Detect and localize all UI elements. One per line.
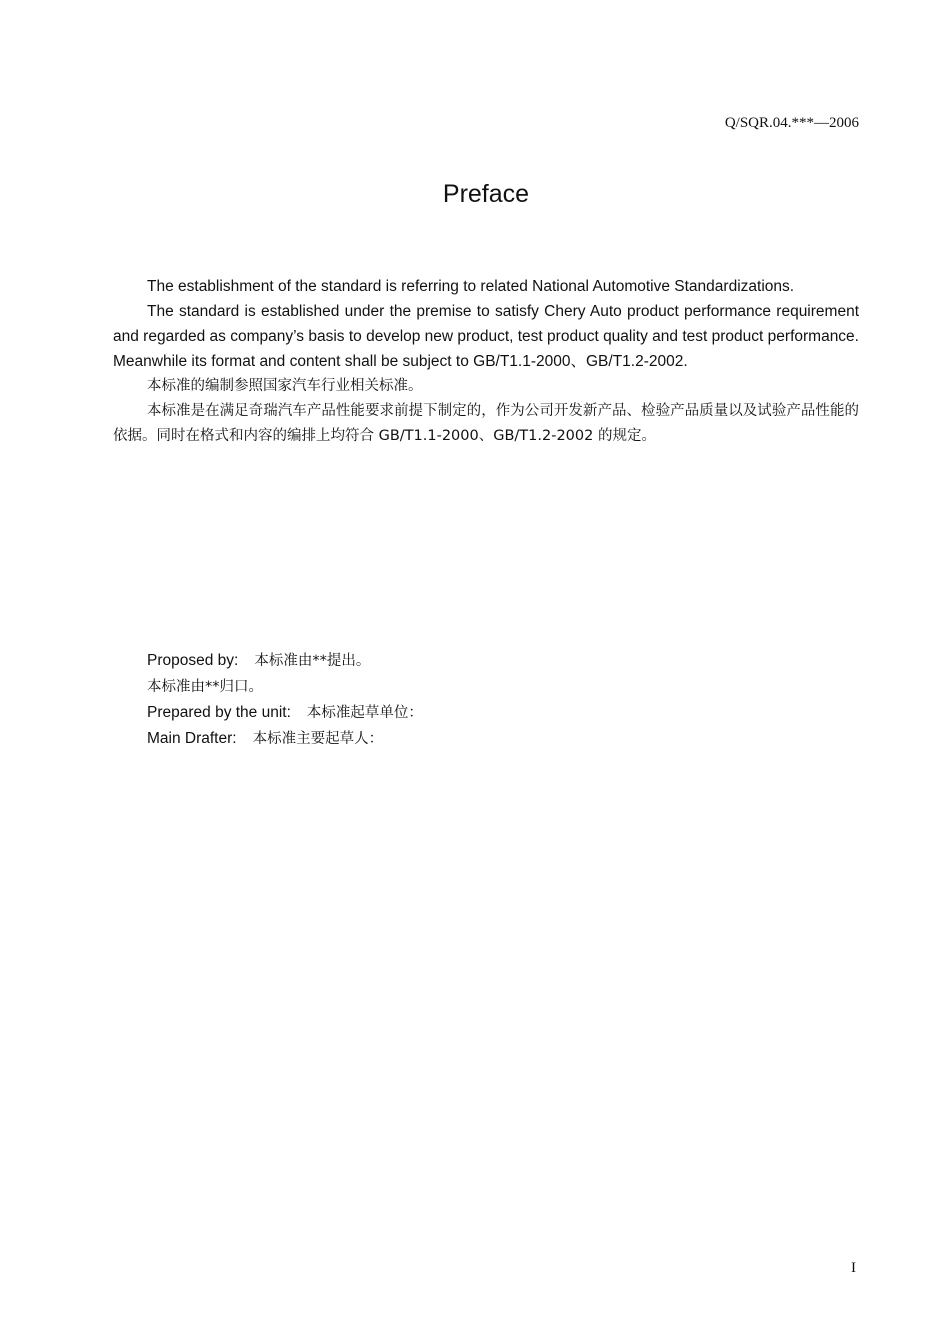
main-drafter-line [147, 726, 847, 752]
paragraph-zh-reference: 本标准的编制参照国家汽车行业相关标准。 [147, 378, 423, 394]
prepared-by-value: 本标准起草单位： [306, 705, 423, 721]
proposed-by-value: 本标准由**提出。 [254, 653, 371, 669]
centralized-value: 本标准由**归口。 [147, 679, 263, 695]
centralized-line [147, 674, 847, 700]
document-code: Q/SQR.04.***—2006 [724, 115, 859, 131]
proposed-by-label: Proposed by: [147, 652, 239, 669]
page-title: Preface [442, 180, 530, 208]
preface-body [113, 274, 859, 449]
main-drafter-value: 本标准主要起草人： [252, 731, 384, 747]
credits-block [147, 648, 847, 752]
prepared-by-label: Prepared by the unit: [147, 704, 291, 721]
proposed-by-line [147, 648, 847, 674]
page-number: I [851, 1260, 856, 1276]
paragraph-en-reference: The establishment of the standard is referring to related National Automotive Standardizations. [147, 278, 795, 295]
paragraph-zh-premise: 本标准是在满足奇瑞汽车产品性能要求前提下制定的，作为公司开发新产品、检验产品质量以及试验产品性能的依据。同时在格式和内容的编排上均符合 GB/T1.1-2000、GB/T1.2-2002 的规定。 [113, 403, 859, 444]
paragraph-en-premise: The standard is established under the premise to satisfy Chery Auto product performance requirement and regarded as company’s basis to develop new product, test product quality and test product performance. Meanwhile its format and content shall be subject to GB/T1.1-2000、GB/T1.2-2002. [113, 303, 859, 370]
main-drafter-label: Main Drafter: [147, 730, 237, 747]
prepared-by-line [147, 700, 847, 726]
